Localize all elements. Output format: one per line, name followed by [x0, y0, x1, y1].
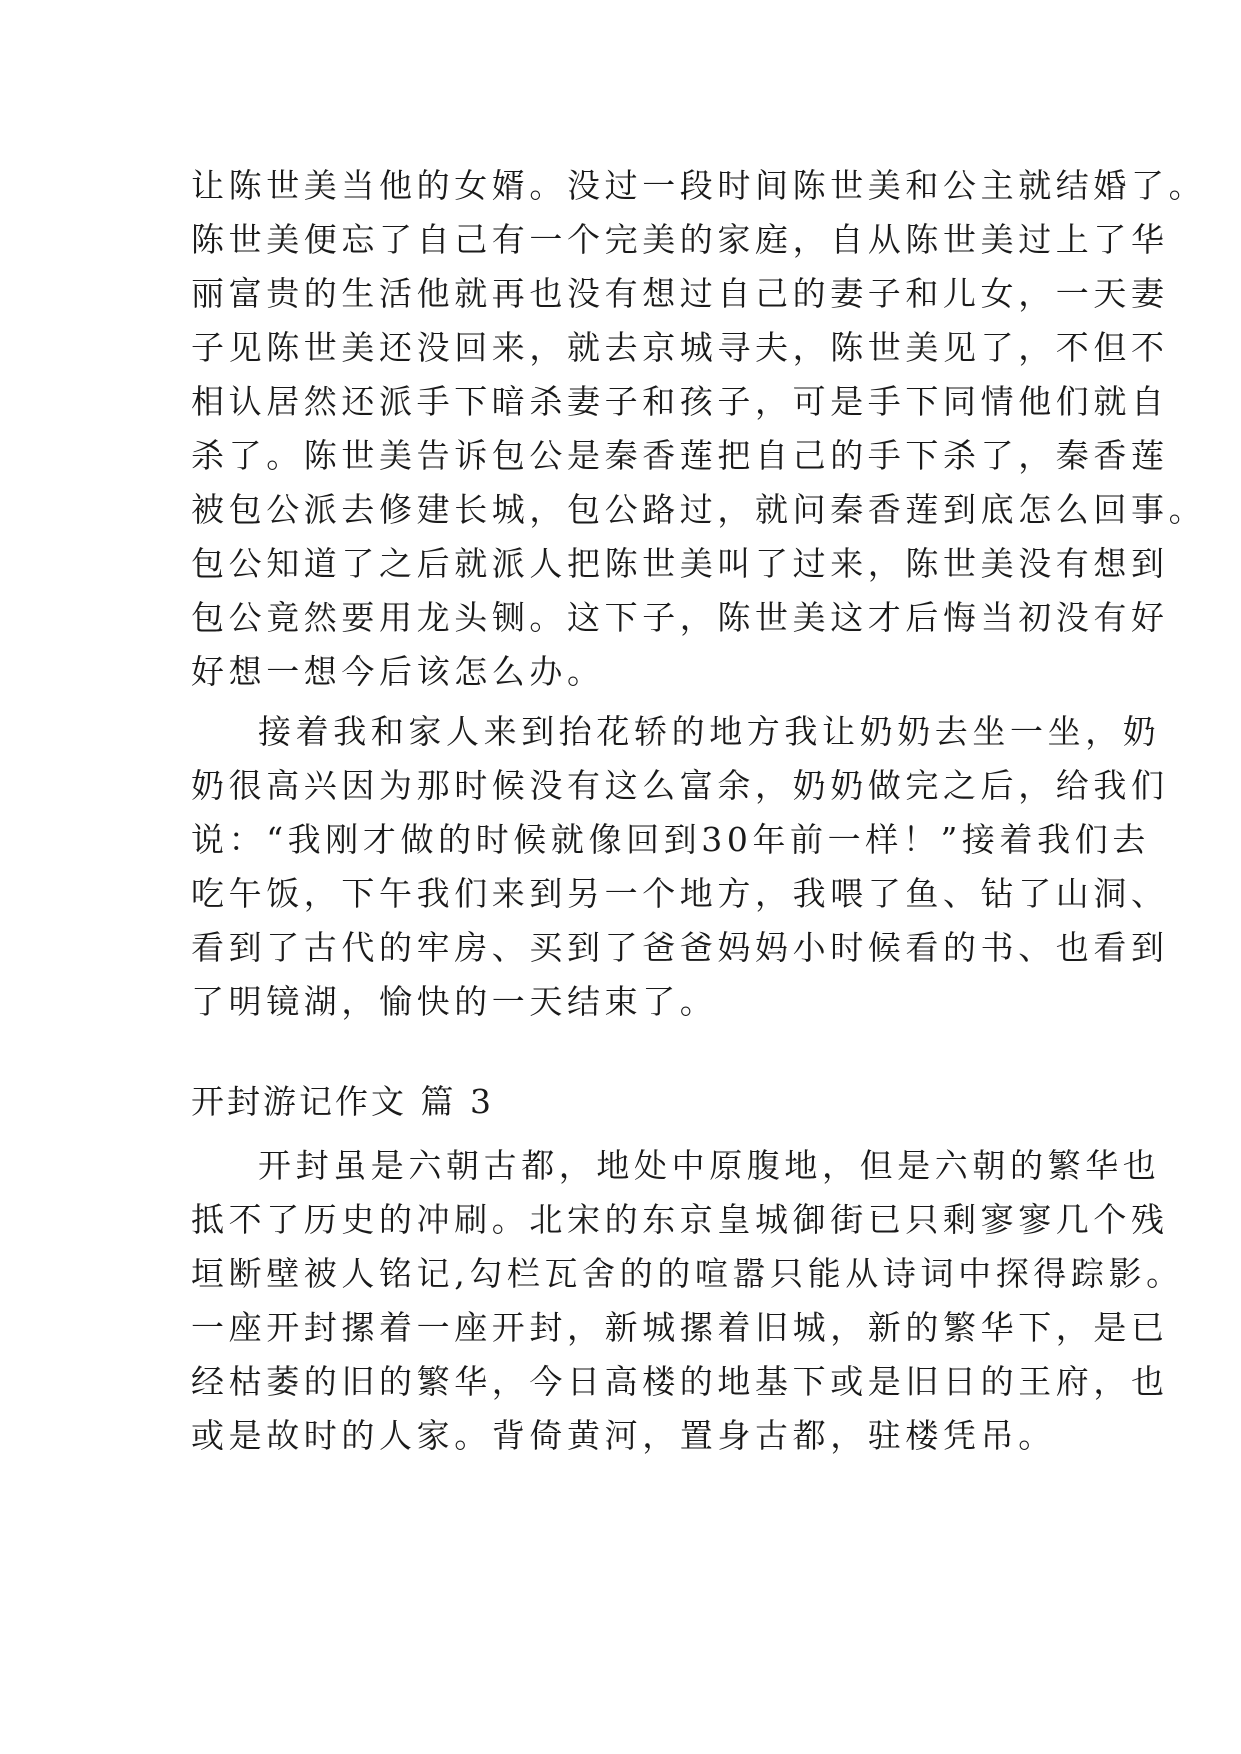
text-line: 杀了。陈世美告诉包公是秦香莲把自己的手下杀了，秦香莲	[191, 436, 1169, 475]
text-line: 垣断壁被人铭记,勾栏瓦舍的的喧嚣只能从诗词中探得踪影。	[191, 1254, 1184, 1293]
text-line: 好想一想今后该怎么办。	[191, 652, 605, 691]
text-line: 奶很高兴因为那时候没有这么富余，奶奶做完之后，给我们	[191, 766, 1169, 805]
text-line: 包公竟然要用龙头铡。这下子，陈世美这才后悔当初没有好	[191, 598, 1169, 637]
text-line: 让陈世美当他的女婿。没过一段时间陈世美和公主就结婚了。	[191, 166, 1207, 205]
text-line: 包公知道了之后就派人把陈世美叫了过来，陈世美没有想到	[191, 544, 1169, 583]
text-line: 经枯萎的旧的繁华，今日高楼的地基下或是旧日的王府，也	[191, 1362, 1169, 1401]
text-line: 相认居然还派手下暗杀妻子和孩子，可是手下同情他们就自	[191, 382, 1169, 421]
text-line: 丽富贵的生活他就再也没有想过自己的妻子和儿女，一天妻	[191, 274, 1169, 313]
text-line: 了明镜湖，愉快的一天结束了。	[191, 982, 718, 1021]
paragraph-first-line: 接着我和家人来到抬花轿的地方我让奶奶去坐一坐，奶	[258, 712, 1161, 751]
text-line: 陈世美便忘了自己有一个完美的家庭，自从陈世美过上了华	[191, 220, 1169, 259]
text-line: 被包公派去修建长城，包公路过，就问秦香莲到底怎么回事。	[191, 490, 1207, 529]
text-line: 看到了古代的牢房、买到了爸爸妈妈小时候看的书、也看到	[191, 928, 1169, 967]
text-line: 或是故时的人家。背倚黄河，置身古都，驻楼凭吊。	[191, 1416, 1056, 1455]
text-line: 抵不了历史的冲刷。北宋的东京皇城御街已只剩寥寥几个残	[191, 1200, 1169, 1239]
section-heading: 开封游记作文 篇 3	[191, 1082, 494, 1121]
text-line: 一座开封摞着一座开封，新城摞着旧城，新的繁华下，是已	[191, 1308, 1169, 1347]
paragraph-first-line: 开封虽是六朝古都，地处中原腹地，但是六朝的繁华也	[258, 1146, 1161, 1185]
text-line: 子见陈世美还没回来，就去京城寻夫，陈世美见了，不但不	[191, 328, 1169, 367]
text-line: 吃午饭，下午我们来到另一个地方，我喂了鱼、钻了山洞、	[191, 874, 1169, 913]
text-line: 说：“我刚才做的时候就像回到30年前一样！”接着我们去	[191, 820, 1150, 859]
